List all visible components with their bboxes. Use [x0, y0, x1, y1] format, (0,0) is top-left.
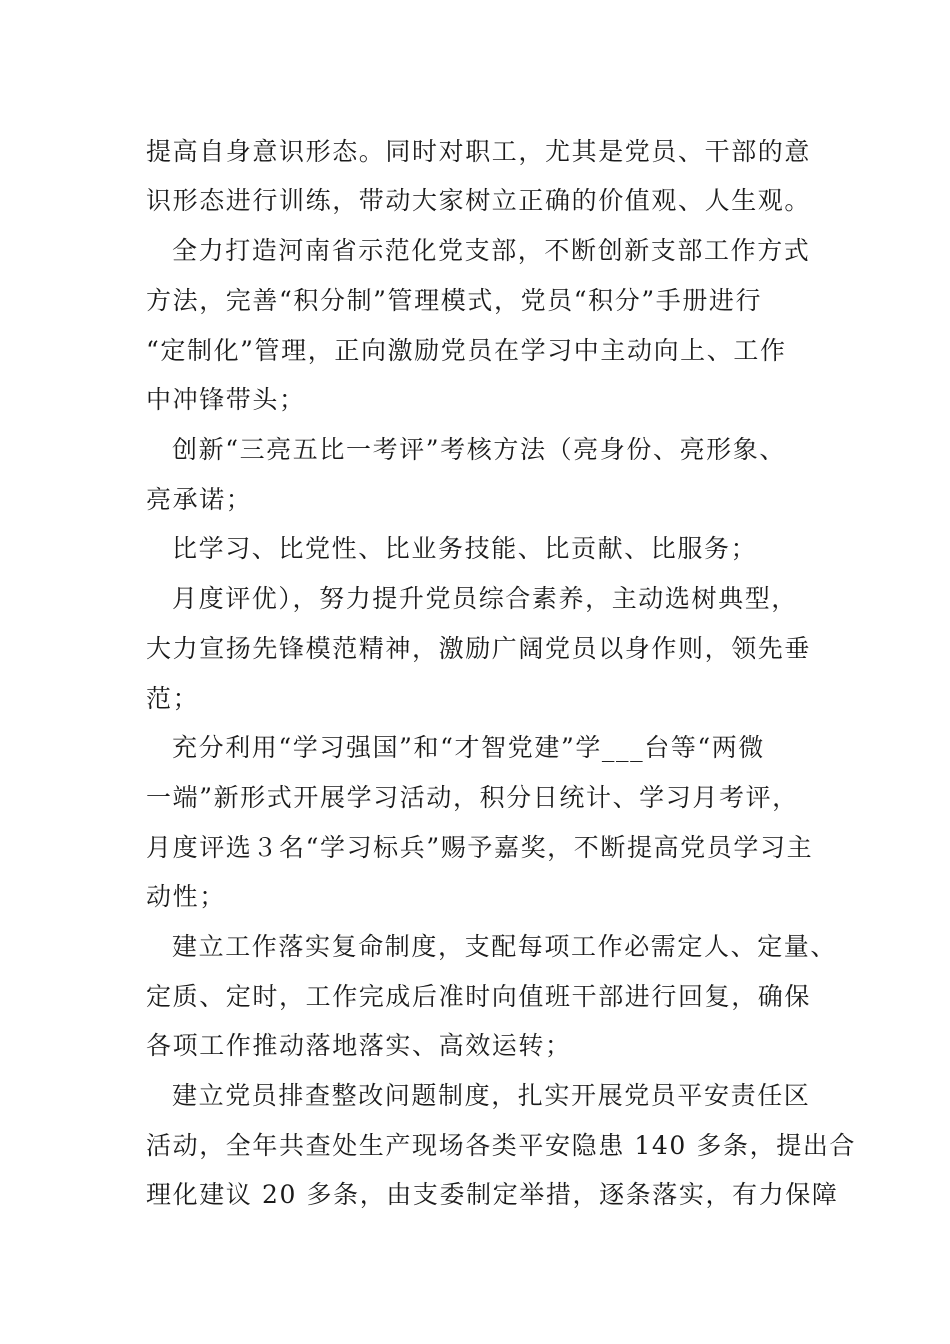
text-line: 识形态进行训练，带动大家树立正确的价值观、人生观。 — [146, 186, 812, 215]
text-line: 提高自身意识形态。同时对职工，尤其是党员、干部的意 — [146, 137, 812, 166]
text-line: “定制化”管理，正向激励党员在学习中主动向上、工作 — [146, 336, 787, 365]
text-line: 月度评选３名“学习标兵”赐予嘉奖，不断提高党员学习主 — [146, 833, 814, 862]
text-line: 活动，全年共查处生产现场各类平安隐患 140 多条，提出合 — [146, 1131, 857, 1160]
paragraph-start-line: 创新“三亮五比一考评”考核方法（亮身份、亮形象、 — [172, 435, 786, 464]
text-line: 亮承诺； — [146, 485, 253, 514]
text-line: 各项工作推动落地落实、高效运转； — [146, 1031, 572, 1060]
paragraph-start-line: 建立党员排查整改问题制度，扎实开展党员平安责任区 — [172, 1081, 811, 1110]
paragraph-start-line: 建立工作落实复命制度，支配每项工作必需定人、定量、 — [172, 932, 838, 961]
text-line: 一端”新形式开展学习活动，积分日统计、学习月考评， — [146, 783, 799, 812]
text-line: 范； — [146, 684, 200, 713]
text-line: 方法，完善“积分制”管理模式，党员“积分”手册进行 — [146, 286, 763, 315]
text-line: 理化建议 20 多条，由支委制定举措，逐条落实，有力保障 — [146, 1180, 839, 1209]
text-line: 中冲锋带头； — [146, 385, 306, 414]
paragraph-start-line: 比学习、比党性、比业务技能、比贡献、比服务； — [172, 534, 758, 563]
text-line: 动性； — [146, 882, 226, 911]
paragraph-start-line: 全力打造河南省示范化党支部，不断创新支部工作方式 — [172, 236, 811, 265]
text-line: 定质、定时，工作完成后准时向值班干部进行回复，确保 — [146, 982, 812, 1011]
paragraph-start-line: 充分利用“学习强国”和“才智党建”学___台等“两微 — [172, 733, 766, 762]
text-line: 大力宣扬先锋模范精神，激励广阔党员以身作则，领先垂 — [146, 634, 812, 663]
paragraph-start-line: 月度评优），努力提升党员综合素养，主动选树典型， — [172, 584, 798, 613]
